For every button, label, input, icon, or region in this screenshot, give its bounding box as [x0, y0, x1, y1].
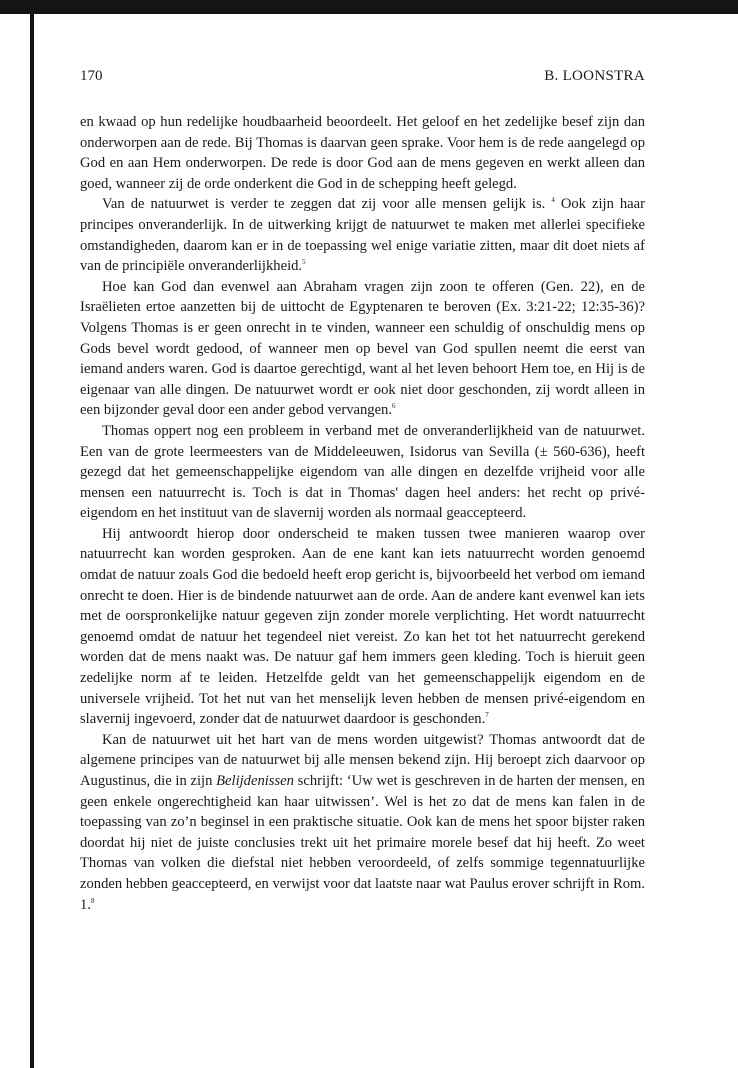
scan-border-top	[0, 0, 738, 14]
footnote-ref-6: 6	[392, 402, 396, 411]
paragraph-2	[80, 194, 645, 276]
text-run: Thomas oppert nog een probleem in verband met de onveranderlijkheid van de natuurwet. Een van de grote leermeesters van de Middeleeuwen, Isidorus van Sevilla (± 560-636), heeft gezegd dat het gemeenschappelijke eigendom van alle dingen en dezelfde vrijheid voor alle mensen een natuurrecht is. Toch is dat in Thomas' dagen heel anders: het recht op privé-eigendom en het instituut van de slavernij worden als normaal geaccepteerd.	[80, 422, 645, 522]
body-text	[80, 112, 645, 915]
footnote-ref-7: 7	[485, 711, 489, 720]
paragraph-3	[80, 277, 645, 421]
page-number: 170	[80, 68, 103, 84]
book-title-belijdenissen: Belijdenissen	[216, 773, 294, 789]
text-run: Ook zijn haar principes onveranderlijk. In de uitwerking krijgt de natuurwet te maken met allerlei specifieke omstandigheden, daarom kan er in de toepassing wel enige variatie zitten, maar dit doet niets af van de principiële onveranderlijkheid.	[80, 196, 646, 275]
text-run: Van de natuurwet is verder te zeggen dat zij voor alle mensen gelijk is.	[102, 196, 552, 213]
paragraph-6	[80, 730, 645, 915]
page-header	[80, 68, 645, 90]
footnote-ref-5: 5	[302, 258, 306, 267]
footnote-ref-4: 4	[551, 196, 555, 205]
paragraph-5	[80, 524, 645, 730]
scan-border-left	[30, 14, 34, 1068]
text-run: Hoe kan God dan evenwel aan Abraham vragen zijn zoon te offeren (Gen. 22), en de Israëlieten ertoe aanzetten bij de uittocht de Egyptenaren te beroven (Ex. 3:21-22; 12:35-36)? Volgens Thomas is er geen onrecht in te vinden, wanneer een schuldig of onschuldig mens op Gods bevel wordt gedood, of wanneer men op bevel van God spullen neemt die eerst van iemand anders waren. God is daartoe gerechtigd, want al het leven behoort Hem toe, en Hij is de eigenaar van alle dingen. De natuurwet wordt er ook niet door geschonden, zij wordt alleen in een bijzonder geval door een ander gebod vervangen.	[80, 278, 645, 419]
paragraph-1	[80, 112, 645, 194]
text-run: Kan de natuurwet uit het hart van de mens worden uitgewist? Thomas antwoordt dat de algemene principes van de natuurwet bij alle mensen bekend zijn. Hij beroept zich daarvoor op Augustinus, die in zijn	[80, 731, 645, 789]
text-run: schrijft: ‘Uw wet is geschreven in de harten der mensen, en geen enkele ongerechtigheid kan haar uitwissen’. Wel is het zo dat de mens kan falen in de toepassing van zo’n beginsel in een praktische situatie. Ook kan de mens het spoor bijster raken doordat hij niet de juiste conclusies trekt uit het primaire morele besef dat hij heeft. Zo weet Thomas van volken die diefstal niet hebben veroordeeld, of zelfs sommige tegennatuurlijke zonden hebben geaccepteerd, en verwijst voor dat laatste naar wat Paulus erover schrijft in Rom. 1.	[80, 773, 645, 913]
paragraph-4	[80, 421, 645, 524]
footnote-ref-8: 8	[90, 896, 95, 905]
text-run: en kwaad op hun redelijke houdbaarheid beoordeelt. Het geloof en het zedelijke besef zijn dan onderworpen aan de rede. Bij Thomas is daarvan geen sprake. Voor hem is de rede aangelegd op God en aan Hem onderworpen. De rede is door God aan de mens gegeven en werkt alleen dan goed, wanneer zij de orde onderkent die God in de schepping heeft gelegd.	[80, 114, 645, 192]
text-run: Hij antwoordt hierop door onderscheid te maken tussen twee manieren waarop over natuurrecht kan worden gesproken. Aan de ene kant kan iets natuurrecht worden genoemd omdat de natuur zoals God die bedoeld heeft erop gericht is, bijvoorbeeld het verbod om iemand onrecht te doen. Hier is de bindende natuurwet aan de orde. Aan de andere kant evenwel kan iets met de oorspronkelijke natuur gegeven zijn zonder morele verplichting. Het wordt natuurrecht genoemd omdat de natuur het tegendeel niet vereist. Zo kan het tot het natuurrecht gerekend worden dat de mens naakt was. De natuur gaf hem immers geen kleding. Toch is hieruit geen zedelijke norm af te leiden. Hetzelfde geldt van het gemeenschappelijk eigendom en de universele vrijheid. Tot het nut van het menselijk leven hebben de mensen privé-eigendom en slavernij ingevoerd, zonder dat de natuurwet daardoor is geschonden.	[80, 525, 645, 728]
running-head-author: B. LOONSTRA	[544, 68, 645, 84]
